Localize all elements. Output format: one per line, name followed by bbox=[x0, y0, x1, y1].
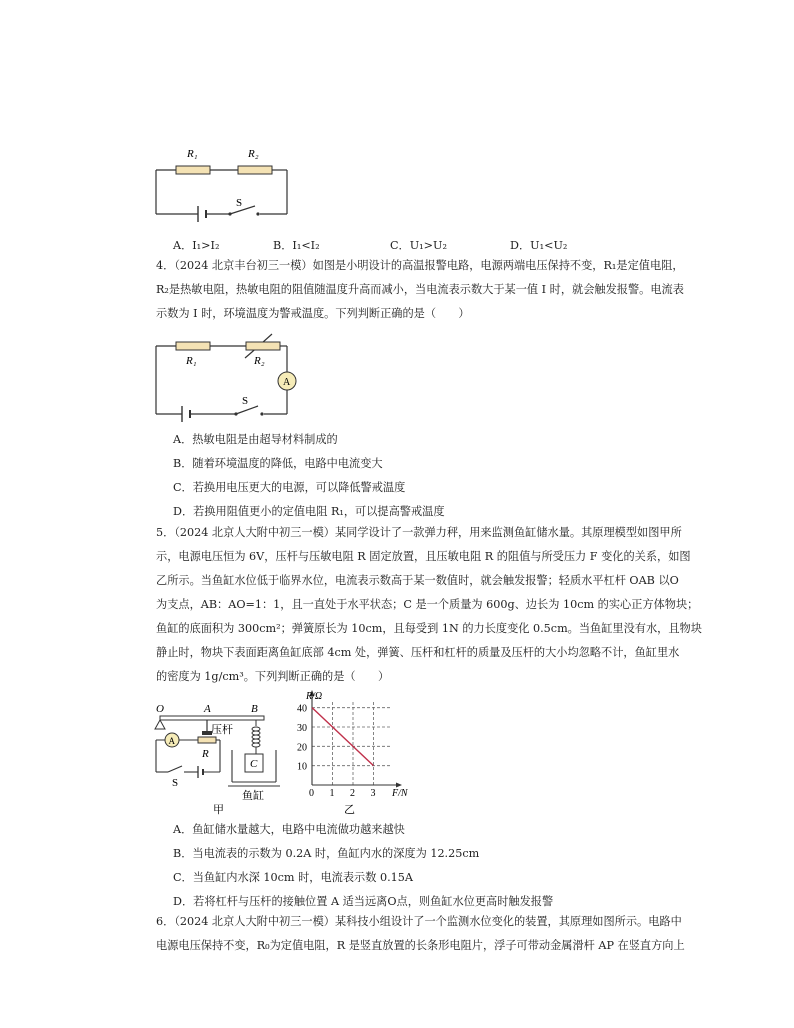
q3-option-c[interactable]: C．U₁>U₂ bbox=[390, 239, 447, 252]
q5-stem-line: 5．（2024 北京人大附中初三一模）某同学设计了一款弹力秤，用来监测鱼缸储水量。其原理模型如图甲所 bbox=[156, 526, 682, 539]
q4-ammeter-label: A bbox=[283, 377, 291, 388]
chart-y-tick-label: 30 bbox=[297, 723, 307, 734]
q5-stem-line: 的密度为 1g/cm³。下列判断正确的是（ ） bbox=[156, 670, 390, 683]
q5-o-label: O bbox=[156, 703, 164, 715]
q6-stem-line: 电源电压保持不变，R₀为定值电阻，R 是竖直放置的长条形电阻片，浮子可带动金属滑杆 AP 在竖直方向上 bbox=[156, 939, 685, 952]
chart-x-arrow bbox=[396, 783, 402, 788]
chart-y-tick-label: 40 bbox=[297, 703, 307, 715]
q5-caption-yi: 乙 bbox=[344, 804, 355, 816]
chart-series-line bbox=[312, 708, 374, 766]
q5-block-c-label: C bbox=[250, 758, 258, 770]
q3-circuit-figure bbox=[150, 140, 295, 222]
q4-stem-line: R₂是热敏电阻，热敏电阻的阻值随温度升高而减小，当电流表示数大于某一值 I 时，就会触发报警。电流表 bbox=[156, 283, 684, 296]
q4-stem-line: 示数为 I 时，环境温度为警戒温度。下列判断正确的是（ ） bbox=[156, 307, 470, 320]
chart-series bbox=[312, 708, 374, 766]
q5-option-a[interactable]: A．鱼缸储水量越大，电路中电流做功越来越快 bbox=[173, 823, 405, 836]
q5-switch-label: S bbox=[172, 777, 179, 789]
q4-option-a[interactable]: A．热敏电阻是由超导材料制成的 bbox=[173, 433, 338, 446]
q5-press-rod-label: 压杆 bbox=[211, 724, 233, 736]
q5-caption-jia: 甲 bbox=[213, 804, 224, 816]
q5-tank-label: 鱼缸 bbox=[242, 790, 264, 802]
chart-x-tick-label: 2 bbox=[350, 788, 355, 799]
q3-r2-label: R₂ bbox=[248, 148, 259, 160]
q5-option-b[interactable]: B．当电流表的示数为 0.2A 时，鱼缸内水的深度为 12.25cm bbox=[173, 847, 480, 860]
chart-y-tick-label: 20 bbox=[297, 742, 307, 754]
q4-option-d[interactable]: D．若换用阻值更小的定值电阻 R₁，可以提高警戒温度 bbox=[173, 505, 445, 518]
q5-a-label: A bbox=[204, 703, 211, 715]
chart-y-tick-label: 10 bbox=[297, 761, 307, 773]
chart-x-tick-label: 0 bbox=[309, 788, 314, 799]
q3-option-d[interactable]: D．U₁<U₂ bbox=[510, 239, 568, 252]
q3-switch-label: S bbox=[236, 197, 243, 209]
q6-stem-line: 6．（2024 北京人大附中初三一模）某科技小组设计了一个监测水位变化的装置，其原理如图所示。电路中 bbox=[156, 915, 682, 928]
q5-option-c[interactable]: C．当鱼缸内水深 10cm 时，电流表示数 0.15A bbox=[173, 871, 413, 884]
q4-option-c[interactable]: C．若换用电压更大的电源，可以降低警戒温度 bbox=[173, 481, 406, 494]
q5-r-label: R bbox=[202, 748, 209, 760]
q5-stem-line: 为支点，AB：AO=1：1，且一直处于水平状态；C 是一个质量为 600g、边长为 10cm 的实心正方体物块； bbox=[156, 598, 699, 611]
chart-x-tick-label: 1 bbox=[329, 788, 335, 799]
q5-stem-line: 静止时，物块下表面距离鱼缸底部 4cm 处，弹簧、压杆和杠杆的质量及压杆的大小均忽略不计，鱼缸里水 bbox=[156, 646, 680, 659]
q5-stem-line: 鱼缸的底面积为 300cm²；弹簧原长为 10cm，且每受到 1N 的力长度变化 0.5cm。当鱼缸里没有水，且物块 bbox=[156, 622, 702, 635]
q5-chart-yi bbox=[294, 688, 414, 818]
q4-r2-label: R₂ bbox=[254, 355, 265, 367]
q4-circuit-figure bbox=[150, 332, 300, 422]
q5-ammeter-label: A bbox=[168, 736, 175, 746]
q3-option-a[interactable]: A．I₁>I₂ bbox=[173, 239, 220, 252]
q5-figure-jia bbox=[150, 702, 285, 817]
q4-switch-label: S bbox=[242, 395, 249, 407]
q5-stem-line: 乙所示。当鱼缸水位低于临界水位，电流表示数高于某一数值时，就会触发报警；轻质水平杠杆 OAB 以O bbox=[156, 574, 679, 587]
q4-r1-label: R₁ bbox=[186, 355, 197, 367]
q5-stem-line: 示，电源电压恒为 6V，压杆与压敏电阻 R 固定放置，且压敏电阻 R 的阻值与所受压力 F 变化的关系，如图 bbox=[156, 550, 691, 563]
chart-ylabel: R/Ω bbox=[306, 691, 323, 702]
chart-xlabel: F/N bbox=[392, 788, 408, 799]
chart-x-tick-label: 3 bbox=[370, 788, 376, 799]
q5-option-d[interactable]: D．若将杠杆与压杆的接触位置 A 适当远离O点，则鱼缸水位更高时触发报警 bbox=[173, 895, 554, 908]
q3-r1-label: R₁ bbox=[187, 148, 198, 160]
chart-axes bbox=[310, 690, 403, 788]
q4-stem-line: 4．（2024 北京丰台初三一模）如图是小明设计的高温报警电路，电源两端电压保持不变，R₁是定值电阻， bbox=[156, 259, 684, 272]
q4-option-b[interactable]: B．随着环境温度的降低，电路中电流变大 bbox=[173, 457, 383, 470]
q5-b-label: B bbox=[251, 703, 258, 715]
q3-option-b[interactable]: B．I₁<I₂ bbox=[273, 239, 320, 252]
